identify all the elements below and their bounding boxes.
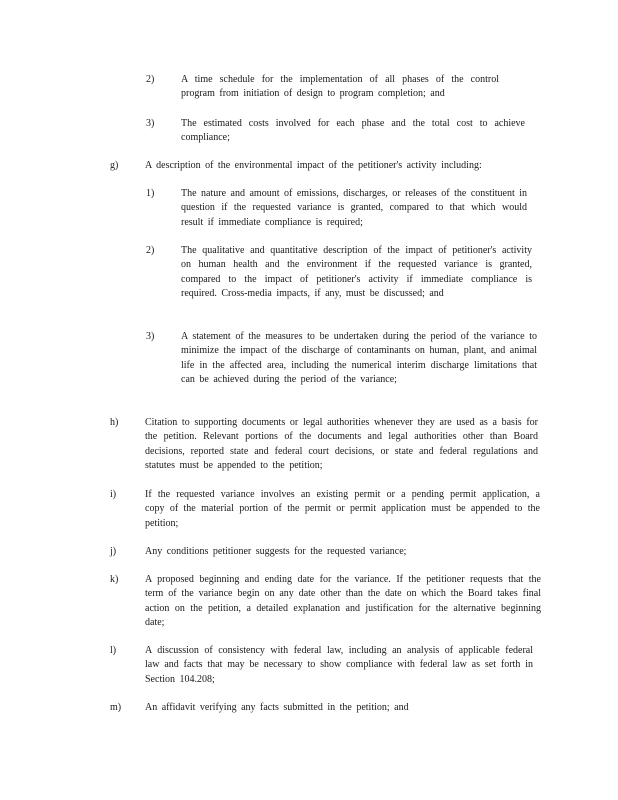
list-item-text: The qualitative and quantitative description of the impact of petitioner's activity on human health and the environment if the requested variance is granted, compared to the impact of petitioner's activity if immediate compliance is required. Cross-media impacts, if any, must be discussed; and: [181, 245, 532, 300]
item-marker: i): [110, 489, 117, 500]
list-item-text: A statement of the measures to be undertaken during the period of the variance to minimize the impact of the discharge of contaminants on human, plant, and animal life in the affected area, including the numerical interim discharge limitations that can be achieved during the period of the variance;: [181, 331, 537, 386]
list-item-text: A proposed beginning and ending date for the variance. If the petitioner requests that the term of the variance begin on any date other than the date on which the Board takes final action on the petition, a detailed explanation and justification for the alternative beginning date;: [145, 574, 541, 629]
list-item-text: A time schedule for the implementation of all phases of the control program from initiation of design to program completion; and: [181, 74, 499, 100]
item-marker: 3): [146, 118, 155, 129]
item-marker: 2): [146, 74, 155, 85]
list-item-text: Any conditions petitioner suggests for the requested variance;: [145, 546, 407, 557]
list-item-text: An affidavit verifying any facts submitted in the petition; and: [145, 702, 409, 713]
list-item-text: Citation to supporting documents or legal authorities whenever they are used as a basis for the petition. Relevant portions of the documents and legal authorities other than Board decisions, reported state and federal court decisions, or state and federal regulations and statutes must be appended to the petition;: [145, 417, 538, 472]
item-marker: j): [110, 546, 117, 557]
list-item-text: If the requested variance involves an existing permit or a pending permit application, a copy of the material portion of the permit or permit application must be appended to the petition;: [145, 489, 540, 529]
list-item-text: A description of the environmental impact of the petitioner's activity including:: [145, 160, 482, 171]
list-item-text: A discussion of consistency with federal law, including an analysis of applicable federal law and facts that may be necessary to show compliance with federal law as set forth in Section 104.208;: [145, 645, 533, 685]
item-marker: 1): [146, 188, 155, 199]
item-marker: l): [110, 645, 117, 656]
list-item-text: The nature and amount of emissions, discharges, or releases of the constituent in question if the requested variance is granted, compared to that which would result if immediate compliance is required;: [181, 188, 527, 228]
item-marker: 2): [146, 245, 155, 256]
item-marker: k): [110, 574, 119, 585]
item-marker: m): [110, 702, 122, 713]
item-marker: g): [110, 160, 119, 171]
item-marker: 3): [146, 331, 155, 342]
list-item-text: The estimated costs involved for each phase and the total cost to achieve compliance;: [181, 118, 525, 144]
item-marker: h): [110, 417, 119, 428]
